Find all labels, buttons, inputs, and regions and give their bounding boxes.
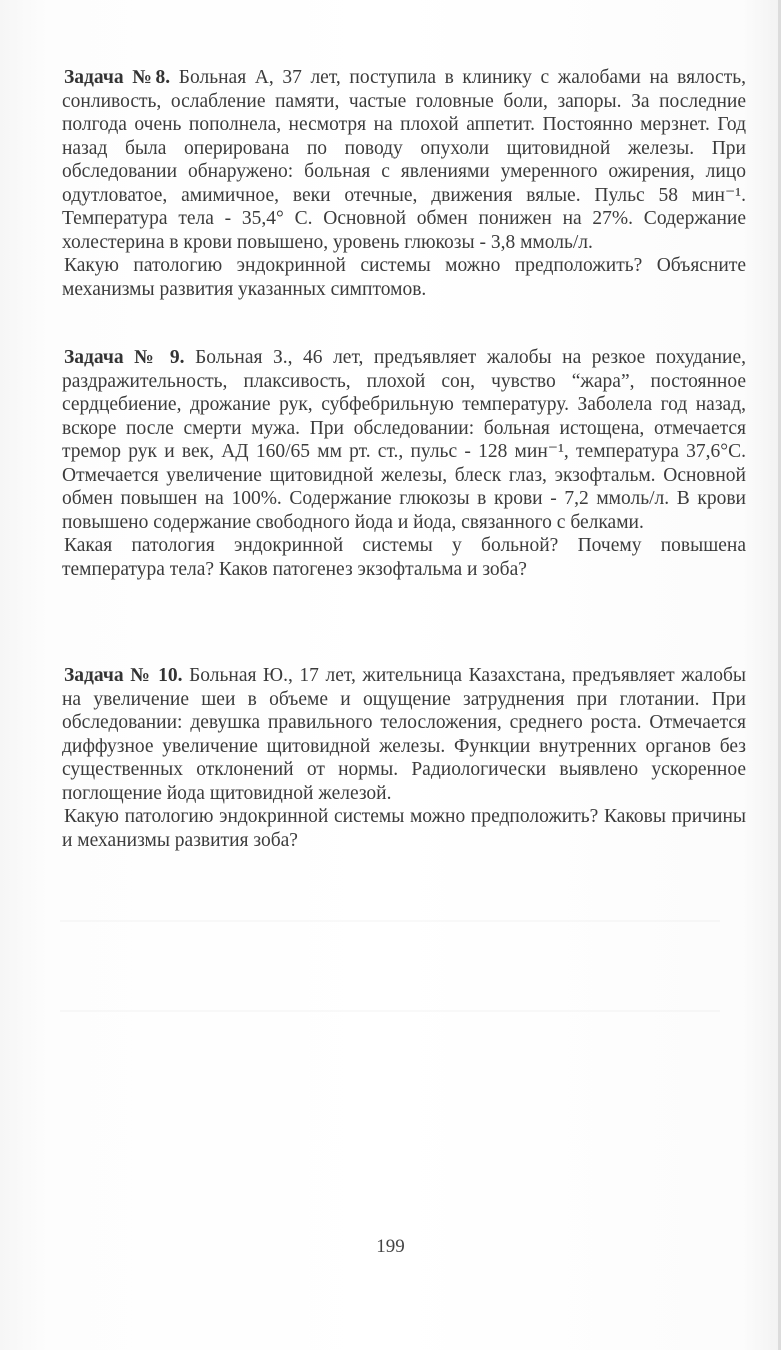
task-8-text: Больная А, 37 лет, поступила в клинику с жалобами на вялость, сонливость, ослабление памяти, частые головные боли, запоры. За последние полгода очень пополнела, несмотря на плохой аппетит. Постоянно мерзнет. Год назад была оперирована по поводу опухоли щитовидной железы. При обследовании обнаружено: больная с явлениями умеренного ожирения, лицо одутловатое, амимичное, веки отечные, движения вялые. Пульс 58 мин⁻¹. Температура тела - 35,4° С. Основной обмен понижен на 27%. Содержание холестерина в крови повышено, уровень глюкозы - 3,8 ммоль/л.	[62, 67, 746, 253]
task-9-question	[62, 534, 746, 581]
scan-smudge	[60, 920, 720, 922]
task-10-question	[62, 805, 746, 852]
task-10-question-text: Какую патологию эндокринной системы можно предположить? Каковы причины и механизмы развития зоба?	[62, 806, 746, 851]
task-9-question-text: Какая патология эндокринной системы у больной? Почему повышена температура тела? Каков патогенез экзофтальма и зоба?	[62, 535, 746, 580]
task-10-text: Больная Ю., 17 лет, жительница Казахстана, предъявляет жалобы на увеличение шеи в объеме и ощущение затруднения при глотании. При обследовании: девушка правильного телосложения, среднего роста. Отмечается диффузное увеличение щитовидной железы. Функции внутренних органов без существенных отклонений от нормы. Радиологически выявлено ускоренное поглощение йода щитовидной железой.	[62, 665, 747, 804]
task-8-question	[62, 254, 746, 301]
task-9	[62, 346, 746, 581]
task-9-condition	[62, 346, 746, 534]
scan-smudge	[60, 1010, 720, 1012]
task-8-condition	[62, 66, 746, 254]
task-9-text: Больная З., 46 лет, предъявляет жалобы на резкое похудание, раздражительность, плаксивость, плохой сон, чувство “жара”, постоянное сердцебиение, дрожание рук, субфебрильную температуру. Заболела год назад, вскоре после смерти мужа. При обследовании: больная истощена, отмечается тремор рук и век, АД 160/65 мм рт. ст., пульс - 128 мин⁻¹, температура 37,6°С. Отмечается увеличение щитовидной железы, блеск глаз, экзофтальм. Основной обмен повышен на 100%. Содержание глюкозы в крови - 7,2 ммоль/л. В крови повышено содержание свободного йода и йода, связанного с белками.	[62, 347, 747, 533]
task-8-title: Задача №8.	[64, 67, 171, 88]
task-8	[62, 66, 746, 301]
task-10-condition	[62, 664, 746, 805]
task-8-question-text: Какую патологию эндокринной системы можно предположить? Объясните механизмы развития указанных симптомов.	[62, 255, 746, 300]
page-number: 199	[376, 1236, 405, 1257]
task-10-title: Задача № 10.	[64, 665, 183, 686]
task-9-title: Задача № 9.	[64, 347, 185, 368]
task-10	[62, 664, 746, 852]
